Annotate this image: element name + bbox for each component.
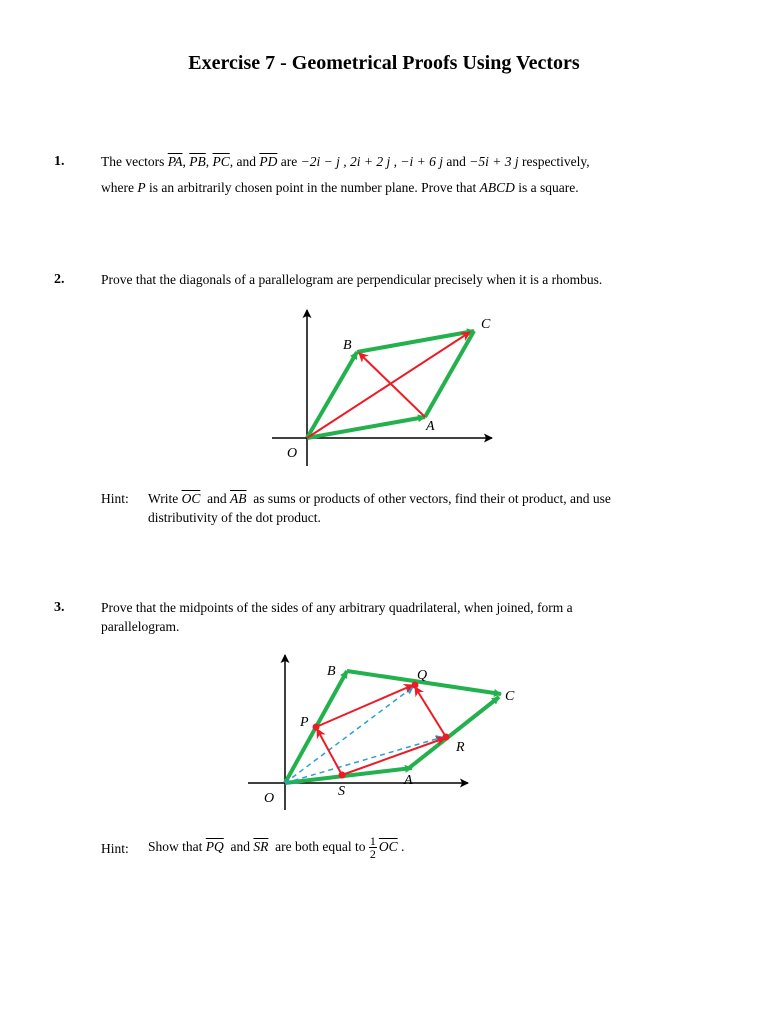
and-word: and <box>207 491 227 506</box>
question-2-hint-line-2: distributivity of the dot product. <box>148 510 321 525</box>
label-c-q3: C <box>505 689 515 704</box>
question-2-text: Prove that the diagonals of a parallelogram are perpendicular precisely when it is a rhombus. <box>101 272 603 287</box>
q1-text: is a square. <box>518 180 579 195</box>
label-p: P <box>300 715 309 730</box>
label-b: B <box>343 338 352 353</box>
point-p: P <box>137 180 146 195</box>
hint-text: Show that <box>148 839 203 854</box>
expr-pc: −i + 6 j <box>400 154 443 169</box>
vector-rq <box>415 687 446 737</box>
hint-text: as sums or products of other vectors, find their ot product, and use <box>253 491 611 506</box>
label-a-q3: A <box>404 773 413 788</box>
page-title: Exercise 7 - Geometrical Proofs Using Vectors <box>188 52 580 74</box>
vector-pc: $\overline{PC}$ <box>212 154 230 169</box>
question-2-hint-line-1 <box>148 489 611 508</box>
respectively-word: respectively, <box>521 154 590 169</box>
fraction-numerator: 1 <box>369 834 376 849</box>
expr-pa: −2i − j , <box>300 154 347 169</box>
vector-pq <box>316 685 413 727</box>
label-b-q3: B <box>327 664 336 679</box>
vector-ab-text: $\overline{AB}$ <box>229 491 247 506</box>
vector-ac-q3 <box>409 697 499 768</box>
label-o: O <box>287 446 298 461</box>
question-3-hint-label: Hint: <box>101 841 129 856</box>
hint-text: Write <box>148 491 179 506</box>
question-2-hint-label: Hint: <box>101 491 129 506</box>
label-q: Q <box>417 668 428 683</box>
q1-text: where <box>101 180 134 195</box>
vector-pd: $\overline{PD}$ <box>259 154 278 169</box>
question-3-number: 3. <box>54 600 65 615</box>
vector-oc-text: $\overline{OC}$ <box>378 839 398 854</box>
label-r: R <box>456 740 465 755</box>
side-ac <box>425 331 474 417</box>
vector-oc-text: $\overline{OC}$ <box>181 491 201 506</box>
and-word: and <box>446 154 466 169</box>
comma: , <box>182 154 186 169</box>
expr-pd: −5i + 3 j <box>469 154 519 169</box>
question-2-number: 2. <box>54 272 65 287</box>
vector-pa: $\overline{PA}$ <box>167 154 183 169</box>
fraction-one-half <box>369 835 377 860</box>
label-c: C <box>481 317 491 332</box>
midpoint-p <box>313 724 320 731</box>
question-3-hint-line <box>148 832 404 862</box>
vector-sr-text: $\overline{SR}$ <box>253 839 269 854</box>
label-o-q3: O <box>264 791 275 806</box>
vector-ab <box>359 353 425 417</box>
fraction-denominator: 2 <box>369 847 376 862</box>
question-3-line-2: parallelogram. <box>101 619 180 634</box>
vector-oa-q3 <box>285 768 412 783</box>
question-3-line-1: Prove that the midpoints of the sides of any arbitrary quadrilateral, when joined, form a <box>101 600 573 615</box>
vector-ob <box>307 352 357 438</box>
and-word: , and <box>229 154 257 169</box>
are-word: are <box>280 154 298 169</box>
label-a: A <box>426 419 435 434</box>
q1-text: is an arbitrarily chosen point in the number plane. Prove that <box>148 180 477 195</box>
vector-pq-text: $\overline{PQ}$ <box>205 839 224 854</box>
expr-pb: 2i + 2 j , <box>349 154 397 169</box>
midpoint-s <box>339 772 346 779</box>
q1-text: The vectors <box>101 154 165 169</box>
and-word: and <box>230 839 251 854</box>
vector-pb: $\overline{PB}$ <box>189 154 206 169</box>
question-1-number: 1. <box>54 154 65 169</box>
label-s: S <box>338 784 345 799</box>
hint-text: are both equal to <box>275 839 366 854</box>
midpoint-r <box>443 734 450 741</box>
shape-abcd: ABCD <box>479 180 515 195</box>
vector-sp <box>317 729 342 775</box>
period: . <box>401 839 405 854</box>
comma: , <box>205 154 210 169</box>
